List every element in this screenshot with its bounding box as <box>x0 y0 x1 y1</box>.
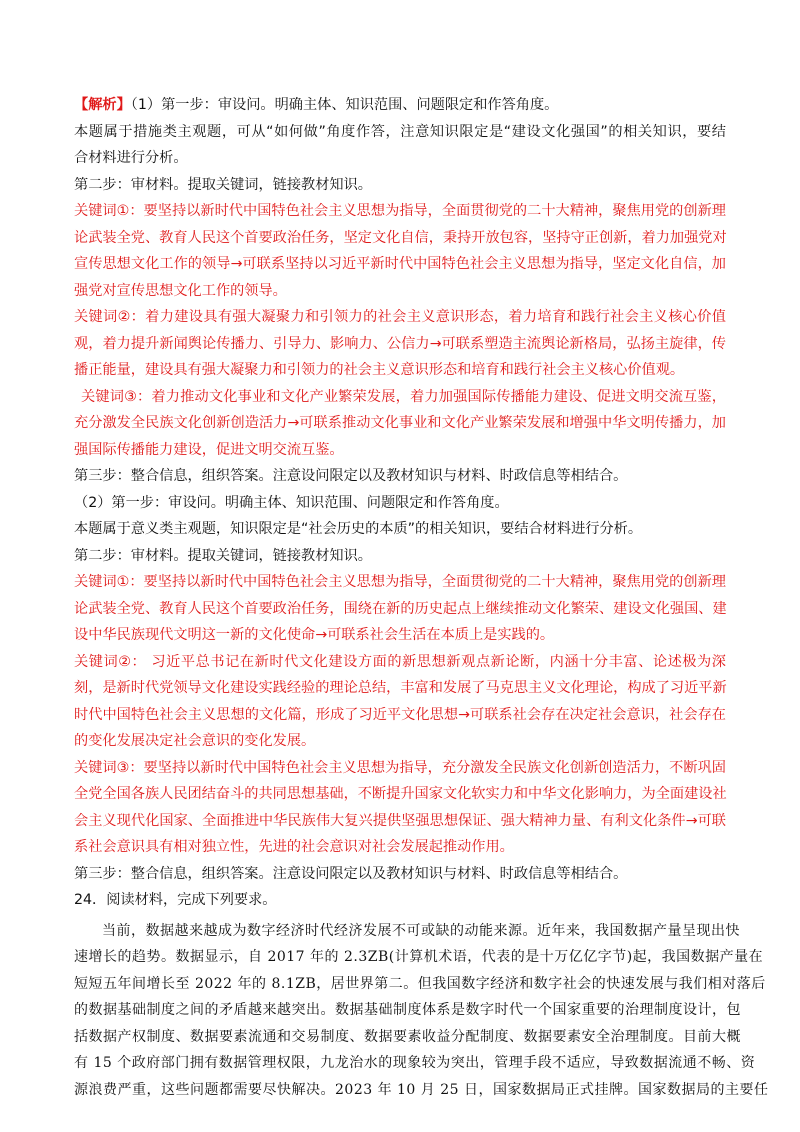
q1-keyword2-line3: 播正能量，建设具有强大凝聚力和引领力的社会主义意识形态和培育和践行社会主义核心价值观。 <box>74 362 685 378</box>
q1-keyword2-line1: 关键词②：着力建设具有强大凝聚力和引领力的社会主义意识形态，着力培育和践行社会主义核心价值 <box>74 309 726 325</box>
q2-keyword3-line1: 关键词③：要坚持以新时代中国特色社会主义思想为指导，充分激发全民族文化创新创造活力，不断巩固 <box>74 759 726 776</box>
q1-step3: 第三步：整合信息，组织答案。注意设问限定以及教材知识与材料、时政信息等相结合。 <box>74 468 628 484</box>
material-line2: 速增长的趋势。数据显示，自 2017 年的 2.3ZB(计算机术语，代表的是十万亿亿字节)起，我国数据产量在 <box>74 949 764 965</box>
analysis-label: 【解析】 <box>74 97 131 113</box>
q1-keyword3-line2: 充分激发全民族文化创新创造活力→可联系推动文化事业和文化产业繁荣发展和增强中华文明传播力，加 <box>74 415 726 431</box>
q1-keyword1-line4: 强党对宣传思想文化工作的领导。 <box>74 282 287 299</box>
q1-keyword1-line3: 宣传思想文化工作的领导→可联系坚持以习近平新时代中国特色社会主义思想为指导，坚定文化自信，加 <box>74 256 726 272</box>
q2-step2: 第二步：审材料。提取关键词，链接教材知识。 <box>74 547 372 564</box>
material-line4: 的数据基础制度之间的矛盾越来越突出。数据基础制度体系是数字时代一个国家重要的治理制度设计，包 <box>74 1002 741 1018</box>
q1-type-line2: 合材料进行分析。 <box>74 150 188 166</box>
q2-keyword1-line1: 关键词①：要坚持以新时代中国特色社会主义思想为指导，全面贯彻党的二十大精神，聚焦用党的创新理 <box>74 574 726 590</box>
q2-keyword2-line4: 的变化发展决定社会意识的变化发展。 <box>74 733 316 749</box>
q1-keyword3-line1: 关键词③：着力推动文化事业和文化产业繁荣发展，着力加强国际传播能力建设、促进文明交流互鉴， <box>81 388 726 405</box>
document-body <box>74 92 769 1103</box>
material-line1: 当前，数据越来越成为数字经济时代经济发展不可或缺的动能来源。近年来，我国数据产量呈现出快 <box>102 922 740 939</box>
q2-keyword2-line2: 刻，是新时代党领导文化建设实践经验的理论总结，丰富和发展了马克思主义文化理论，构成了习近平新 <box>74 680 727 696</box>
q2-keyword3-line3: 会主义现代化国家、全面推进中华民族伟大复兴提供坚强思想保证、强大精神力量、有利文化条件→可联 <box>74 812 726 829</box>
q2-keyword1-line2: 论武装全党、教育人民这个首要政治任务，围绕在新的历史起点上继续推动文化繁荣、建设文化强国、建 <box>74 600 727 617</box>
question-24-heading: 24．阅读材料，完成下列要求。 <box>74 892 277 908</box>
q1-keyword3-line3: 强国际传播能力建设，促进文明交流互鉴。 <box>74 441 344 458</box>
analysis-q1-step1: 【解析】（1）第一步：审设问。明确主体、知识范围、问题限定和作答角度。 <box>74 97 559 113</box>
q2-keyword2-line3: 时代中国特色社会主义思想的文化篇，形成了习近平文化思想→可联系社会存在决定社会意识，社会存在 <box>74 706 726 723</box>
q2-keyword2-line1: 关键词②： 习近平总书记在新时代文化建设方面的新思想新观点新论断，内涵十分丰富、论述极为深 <box>74 653 726 670</box>
material-line5: 括数据产权制度、数据要素流通和交易制度、数据要素收益分配制度、数据要素安全治理制度。目前大概 <box>74 1028 741 1045</box>
q2-step1: （2）第一步：审设问。明确主体、知识范围、问题限定和作答角度。 <box>74 494 509 511</box>
q1-type-line1: 本题属于措施类主观题，可从“如何做”角度作答，注意知识限定是“建设文化强国”的相关知识，要结 <box>74 123 726 140</box>
material-line7: 源浪费严重，这些问题都需要尽快解决。2023 年 10 月 25 日，国家数据局正式挂牌。国家数据局的主要任 <box>74 1081 769 1098</box>
q2-type: 本题属于意义类主观题，知识限定是“社会历史的本质”的相关知识，要结合材料进行分析。 <box>74 521 643 537</box>
q1-keyword1-line2: 论武装全党、教育人民这个首要政治任务，坚定文化自信，秉持开放包容，坚持守正创新，着力加强党对 <box>74 229 727 246</box>
q2-step3: 第三步：整合信息，组织答案。注意设问限定以及教材知识与材料、时政信息等相结合。 <box>74 865 628 882</box>
material-line3: 短短五年间增长至 2022 年的 8.1ZB，居世界第二。但我国数字经济和数字社会的快速发展与我们相对落后 <box>74 975 766 992</box>
q1-step2: 第二步：审材料。提取关键词，链接教材知识。 <box>74 176 372 193</box>
q2-keyword3-line4: 系社会意识具有相对独立性，先进的社会意识对社会发展起推动作用。 <box>74 839 514 855</box>
q1-keyword1-line1: 关键词①：要坚持以新时代中国特色社会主义思想为指导，全面贯彻党的二十大精神，聚焦用党的创新理 <box>74 203 726 219</box>
q1-keyword2-line2: 观，着力提升新闻舆论传播力、引导力、影响力、公信力→可联系塑造主流舆论新格局，弘扬主旋律，传 <box>74 335 726 352</box>
q2-keyword1-line3: 设中华民族现代文明这一新的文化使命→可联系社会生活在本质上是实践的。 <box>74 627 555 643</box>
q2-keyword3-line2: 全党全国各族人民团结奋斗的共同思想基础，不断提升国家文化软实力和中华文化影响力，为全面建设社 <box>74 786 727 802</box>
material-line6: 有 15 个政府部门拥有数据管理权限，九龙治水的现象较为突出，管理手段不适应，导致数据流通不畅、资 <box>74 1055 756 1071</box>
